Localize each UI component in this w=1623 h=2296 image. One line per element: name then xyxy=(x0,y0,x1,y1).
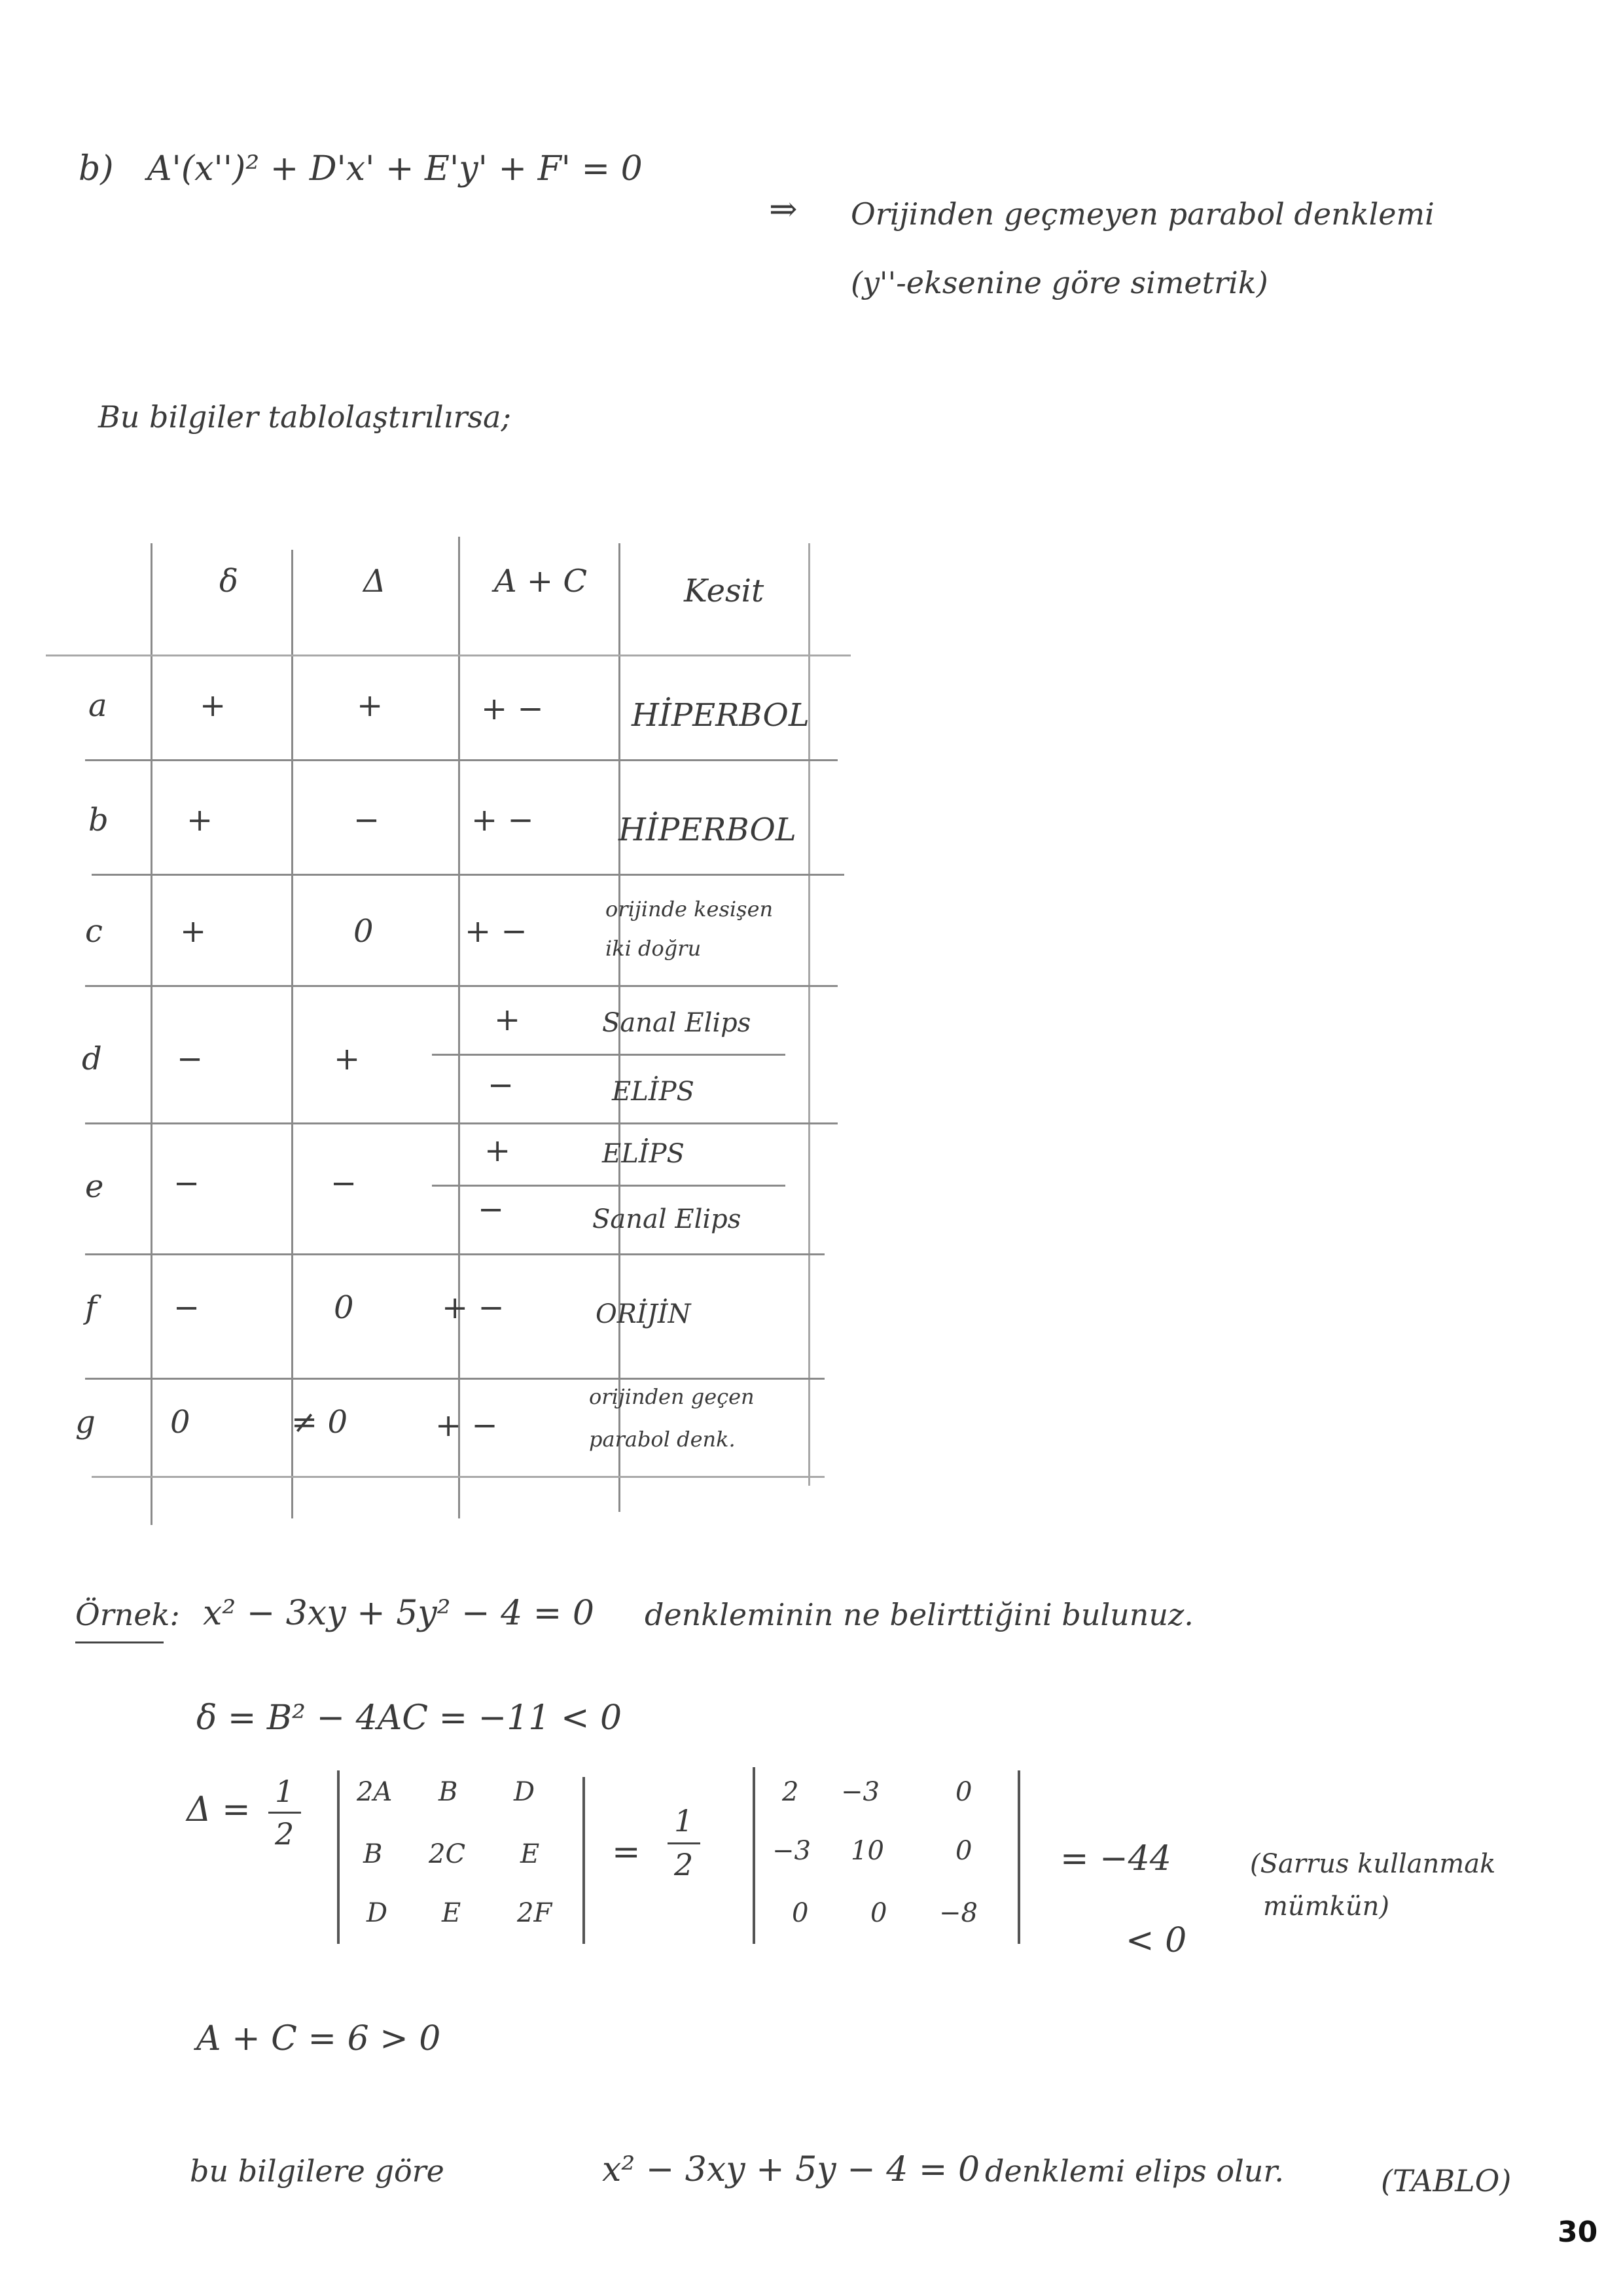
m2-r1c2: −3 xyxy=(841,1777,880,1807)
row-label-f: f xyxy=(85,1289,97,1326)
row-label-d: d xyxy=(82,1041,102,1077)
row-b-small-delta: + xyxy=(187,802,213,838)
page-number: 30 xyxy=(1558,2215,1598,2249)
row-f-small-delta: − xyxy=(173,1289,200,1326)
conclusion-prefix: bu bilgilere göre xyxy=(190,2153,444,2189)
a-plus-c-line: A + C = 6 > 0 xyxy=(196,2019,441,2058)
m1-r2c2: 2C xyxy=(429,1839,466,1869)
section-b-equation: A'(x'')² + D'x' + E'y' + F' = 0 xyxy=(147,149,643,188)
row-g-kesit-line2: parabol denk. xyxy=(589,1427,736,1452)
row-d-a-plus-c-upper: + xyxy=(494,1001,521,1038)
row-d-small-delta: − xyxy=(177,1041,204,1077)
m2-r2c3: 0 xyxy=(955,1836,972,1866)
row-d-a-plus-c-lower: − xyxy=(488,1067,514,1103)
half-numerator-1: 1 xyxy=(275,1774,294,1809)
matrix2-left-bar xyxy=(753,1767,755,1944)
row-a-kesit: HİPERBOL xyxy=(632,697,810,734)
sarrus-note-line1: (Sarrus kullanmak xyxy=(1250,1849,1496,1879)
fraction-bar-1 xyxy=(268,1812,301,1814)
table-vline-2 xyxy=(291,550,293,1518)
m2-r2c2: 10 xyxy=(851,1836,884,1866)
m2-r1c1: 2 xyxy=(782,1777,799,1807)
example-label-underline xyxy=(75,1641,164,1643)
row-f-kesit: ORİJİN xyxy=(596,1299,691,1329)
row-e-kesit-upper: ELİPS xyxy=(602,1139,685,1169)
row-label-a: a xyxy=(88,687,107,724)
m2-r3c1: 0 xyxy=(792,1898,809,1928)
example-label: Örnek: xyxy=(75,1597,180,1632)
row-b-capital-delta: − xyxy=(353,802,380,838)
m1-r1c2: B xyxy=(438,1777,458,1807)
table-hline-e xyxy=(85,1253,825,1255)
header-small-delta: δ xyxy=(219,563,238,600)
row-b-kesit: HİPERBOL xyxy=(618,812,796,848)
table-hline-header xyxy=(46,655,851,656)
conclusion-suffix: denklemi elips olur. xyxy=(985,2153,1284,2189)
m1-r2c3: E xyxy=(520,1839,540,1869)
m1-r3c2: E xyxy=(442,1898,461,1928)
example-equation: x² − 3xy + 5y² − 4 = 0 xyxy=(203,1594,594,1633)
table-vline-5 xyxy=(808,543,810,1486)
header-kesit: Kesit xyxy=(684,573,764,609)
row-a-small-delta: + xyxy=(200,687,226,724)
row-d-kesit-upper: Sanal Elips xyxy=(602,1008,751,1038)
row-c-capital-delta: 0 xyxy=(353,913,374,950)
matrix1-right-bar xyxy=(582,1777,585,1944)
table-hline-c xyxy=(85,985,838,987)
row-e-capital-delta: − xyxy=(330,1165,357,1202)
sarrus-note-line2: mümkün) xyxy=(1263,1892,1389,1922)
row-e-a-plus-c-lower: − xyxy=(478,1191,505,1228)
row-g-capital-delta: ≠ 0 xyxy=(291,1404,348,1441)
half-denominator-1: 2 xyxy=(275,1816,294,1852)
conclusion-equation: x² − 3xy + 5y − 4 = 0 xyxy=(602,2150,980,2189)
row-label-e: e xyxy=(85,1168,104,1205)
small-delta-line: δ = B² − 4AC = −11 < 0 xyxy=(196,1698,622,1738)
m1-r3c1: D xyxy=(366,1898,388,1928)
conclusion-tablo: (TABLO) xyxy=(1381,2163,1512,2198)
table-hline-e-split xyxy=(432,1185,785,1187)
row-e-a-plus-c-upper: + xyxy=(484,1132,511,1169)
m1-r2c1: B xyxy=(363,1839,383,1869)
row-g-small-delta: 0 xyxy=(170,1404,190,1441)
row-g-kesit-line1: orijinden geçen xyxy=(589,1384,755,1409)
fraction-bar-2 xyxy=(668,1842,700,1844)
capital-delta-prefix: Δ = xyxy=(187,1790,251,1829)
row-label-b: b xyxy=(88,802,109,838)
table-hline-d xyxy=(85,1122,838,1124)
matrix2-right-bar xyxy=(1018,1770,1020,1944)
row-e-small-delta: − xyxy=(173,1165,200,1202)
table-hline-g xyxy=(92,1476,825,1478)
row-e-kesit-lower: Sanal Elips xyxy=(592,1204,741,1234)
row-label-g: g xyxy=(75,1404,96,1441)
determinant-less-than-zero: < 0 xyxy=(1126,1921,1187,1960)
half-numerator-2: 1 xyxy=(674,1803,694,1839)
m2-r3c3: −8 xyxy=(939,1898,978,1928)
row-d-capital-delta: + xyxy=(334,1041,361,1077)
determinant-result: = −44 xyxy=(1060,1839,1171,1878)
example-question: denkleminin ne belirttiğini bulunuz. xyxy=(645,1597,1194,1632)
m2-r3c2: 0 xyxy=(870,1898,887,1928)
row-label-c: c xyxy=(85,913,103,950)
table-hline-a xyxy=(85,759,838,761)
section-b-label: b) xyxy=(79,149,114,188)
row-g-a-plus-c: + − xyxy=(435,1407,498,1444)
table-vline-3 xyxy=(458,537,460,1518)
m1-r1c3: D xyxy=(514,1777,535,1807)
row-a-a-plus-c: + − xyxy=(481,691,544,727)
header-capital-delta: Δ xyxy=(363,563,386,600)
table-hline-b xyxy=(92,874,844,876)
row-f-capital-delta: 0 xyxy=(334,1289,354,1326)
equals-sign: = xyxy=(612,1833,641,1872)
matrix1-left-bar xyxy=(337,1770,340,1944)
row-a-capital-delta: + xyxy=(357,687,383,724)
row-c-kesit-line1: orijinde kesişen xyxy=(605,897,774,922)
m1-r1c1: 2A xyxy=(357,1777,393,1807)
header-a-plus-c: A + C xyxy=(494,563,588,600)
row-f-a-plus-c: + − xyxy=(442,1289,505,1326)
intro-text: Bu bilgiler tablolaştırılırsa; xyxy=(98,399,511,435)
table-hline-d-split xyxy=(432,1054,785,1056)
row-b-a-plus-c: + − xyxy=(471,802,534,838)
row-c-kesit-line2: iki doğru xyxy=(605,936,702,961)
implies-arrow: ⇒ xyxy=(769,190,798,229)
m2-r1c3: 0 xyxy=(955,1777,972,1807)
section-b-desc-line1: Orijinden geçmeyen parabol denklemi xyxy=(851,196,1435,232)
row-d-kesit-lower: ELİPS xyxy=(612,1077,694,1107)
m2-r2c1: −3 xyxy=(772,1836,811,1866)
m1-r3c3: 2F xyxy=(517,1898,552,1928)
row-c-a-plus-c: + − xyxy=(465,913,527,950)
row-c-small-delta: + xyxy=(180,913,207,950)
section-b-desc-line2: (y''-eksenine göre simetrik) xyxy=(851,265,1268,300)
half-denominator-2: 2 xyxy=(674,1847,694,1882)
table-hline-f xyxy=(85,1378,825,1380)
